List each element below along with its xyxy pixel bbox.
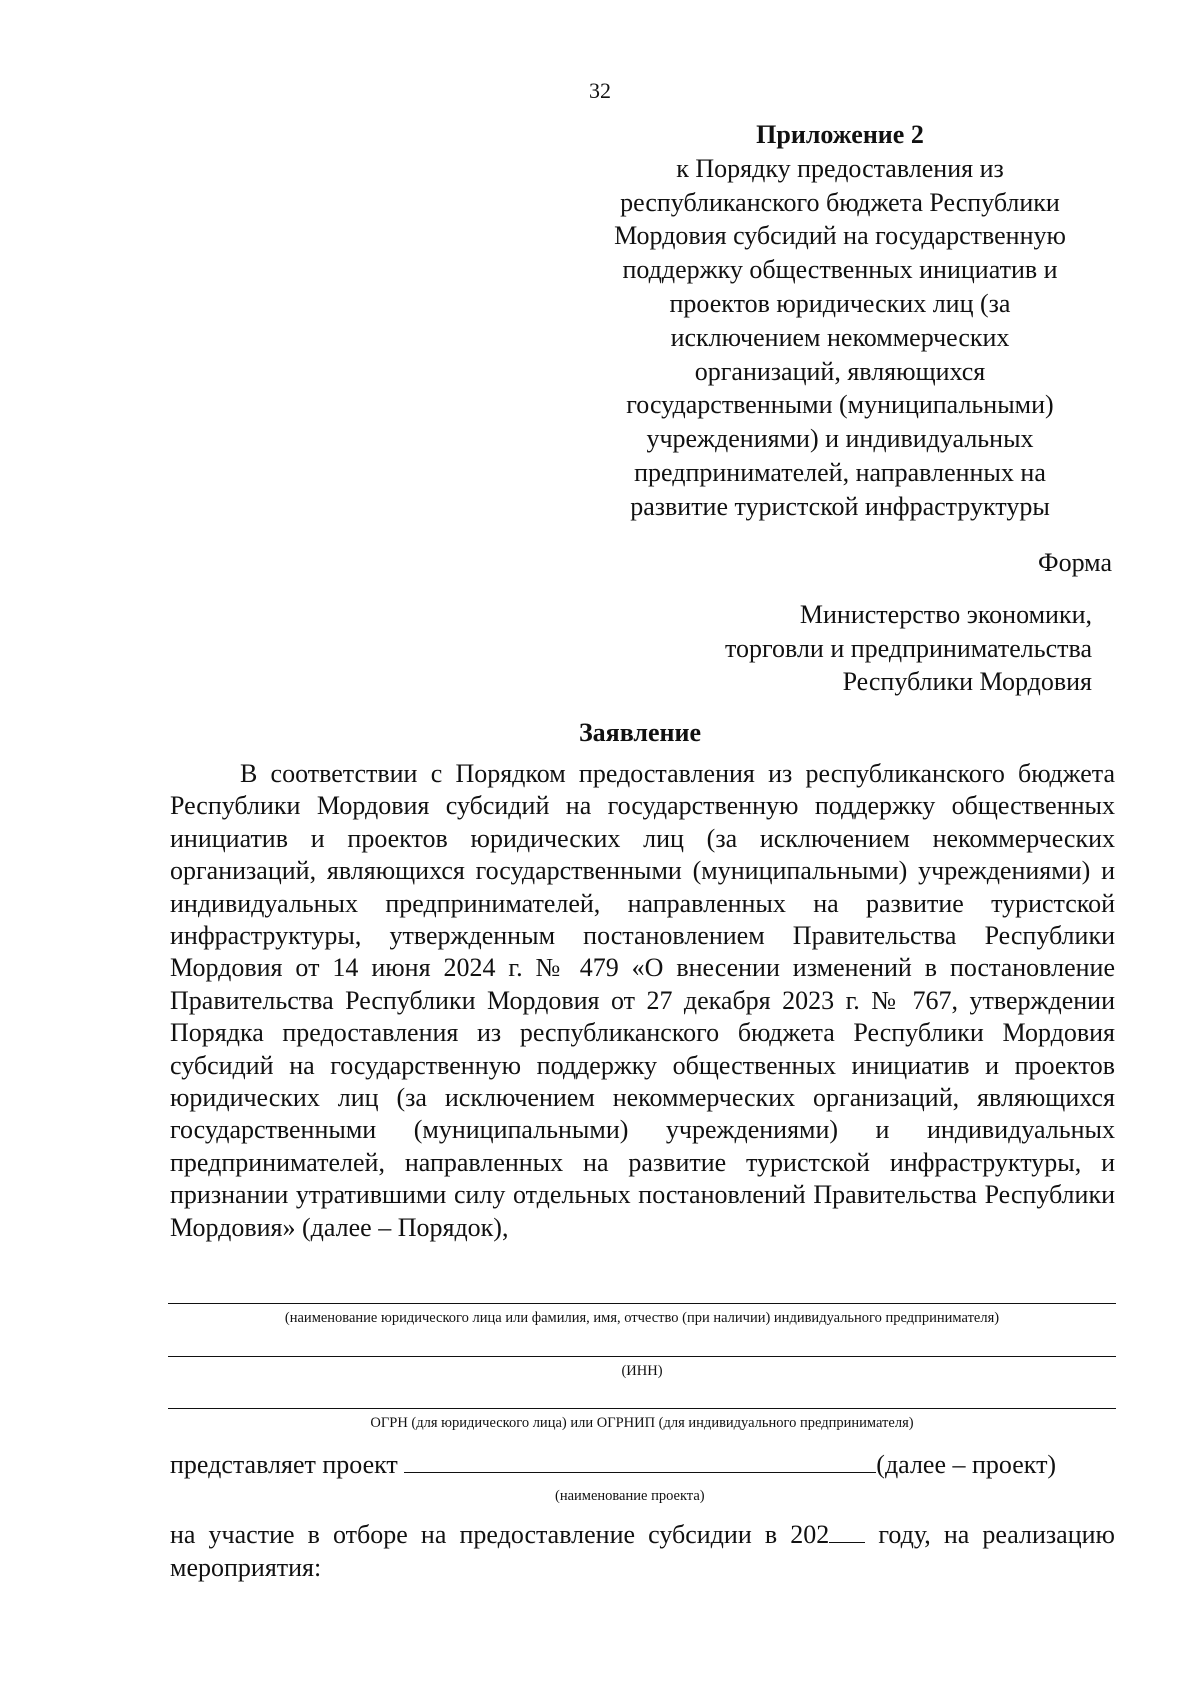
appendix-line: развитие туристской инфраструктуры [630,491,1050,521]
final-paragraph-part2: году, на реализацию мероприятия: [170,1520,1115,1582]
addressee [725,598,1092,699]
project-line [170,1450,1056,1480]
appendix-line: исключением некоммерческих [670,322,1010,352]
body-text [170,758,1115,1244]
project-name-field[interactable] [404,1450,876,1473]
page-number: 32 [589,78,611,103]
inn-field-caption: (ИНН) [621,1363,663,1379]
appendix-line: учреждениями) и индивидуальных [646,424,1034,454]
addressee-line: Республики Мордовия [842,667,1092,696]
appendix-line: республиканского бюджета Республики [620,187,1060,217]
appendix-line: поддержку общественных инициатив и [622,255,1058,285]
document-title: Заявление [578,718,702,747]
form-label: Форма [1038,548,1112,577]
appendix-title: Приложение 2 [756,120,924,149]
final-paragraph [170,1518,1115,1584]
appendix-line: к Порядку предоставления из [676,153,1004,183]
appendix-line: проектов юридических лиц (за [669,288,1011,318]
appendix-line: организаций, являющихся [694,356,986,386]
project-prefix: представляет проект [170,1450,398,1479]
appendix-line: Мордовия субсидий на государственную [614,221,1066,251]
addressee-line: Министерство экономики, [799,600,1092,629]
appendix-line: предпринимателей, направленных на [634,457,1046,487]
addressee-line: торговли и предпринимательства [724,633,1092,663]
ogrn-field-line[interactable] [168,1408,1116,1409]
project-suffix: (далее – проект) [876,1450,1057,1479]
name-field-line[interactable] [168,1303,1116,1304]
final-paragraph-part1: на участие в отборе на предоставление субсидии в 202 [170,1520,830,1549]
appendix-line: государственными (муниципальными) [626,390,1054,420]
ogrn-field-caption: ОГРН (для юридического лица) или ОГРНИП (для индивидуального предпринимателя) [370,1415,914,1431]
body-paragraph: В соответствии с Порядком предоставления из республиканского бюджета Республики Мордовия субсидий на государственную поддержку общественных инициатив и проектов юридических лиц (за исключением некоммерческих организаций, являющихся государственными (муниципальными) учреждениями) и индивидуальных предпринимателей, направленных на развитие туристской инфраструктуры, утвержденным постановлением Правительства Республики Мордовия от 14 июня 2024 г. № 479 «О внесении изменений в постановление Правительства Республики Мордовия от 27 декабря 2023 г. № 767, утверждении Порядка предоставления из республиканского бюджета Республики Мордовия субсидий на государственную поддержку общественных инициатив и проектов юридических лиц (за исключением некоммерческих организаций, являющихся государственными (муниципальными) учреждениями) и индивидуальных предпринимателей, направленных на развитие туристской инфраструктуры, и признании утратившими силу отдельных постановлений Правительства Республики Мордовия» (далее – Порядок), [170,759,1115,1242]
name-field-caption: (наименование юридического лица или фамилия, имя, отчество (при наличии) индивидуального предпринимателя) [284,1310,1000,1326]
inn-field-line[interactable] [168,1356,1116,1357]
year-field[interactable] [829,1520,865,1543]
project-name-caption: (наименование проекта) [555,1488,705,1504]
appendix-header [560,118,1120,524]
